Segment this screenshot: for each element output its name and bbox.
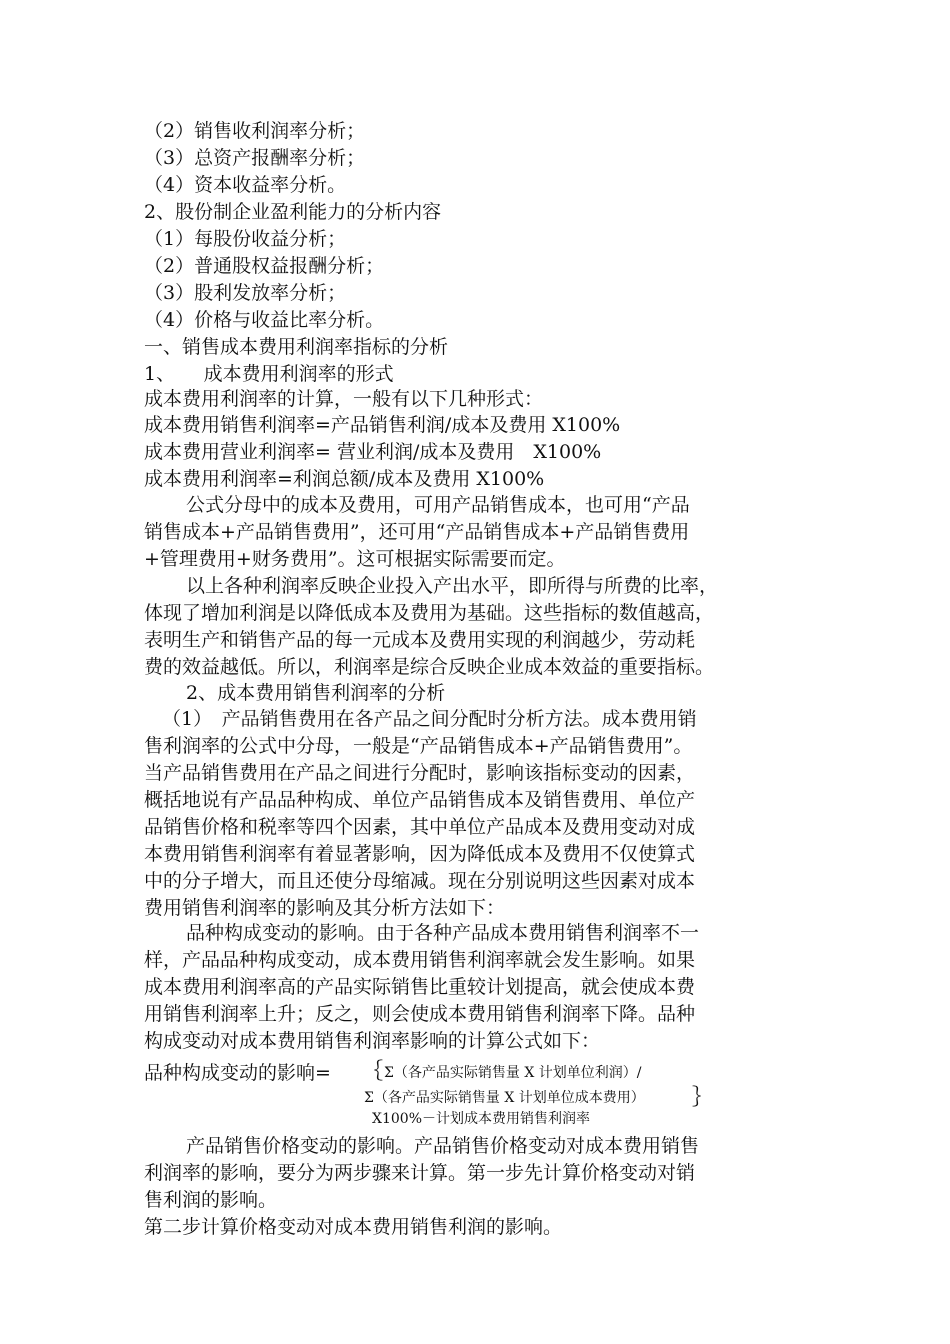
paragraph-line: 构成变动对成本费用销售利润率影响的计算公式如下： (144, 1030, 601, 1052)
paragraph-line: 表明生产和销售产品的每一元成本及费用实现的利润越少，劳动耗 (144, 629, 696, 651)
formula-brace-open: ｛ (362, 1059, 383, 1083)
list-item: （4）资本收益率分析。 (144, 174, 347, 196)
paragraph-line: 当产品销售费用在产品之间进行分配时，影响该指标变动的因素， (144, 762, 696, 784)
paragraph-line: 本费用销售利润率有着显著影响，因为降低成本及费用不仅使算式 (144, 843, 696, 865)
paragraph-line: 成本费用利润率高的产品实际销售比重较计划提高，就会使成本费 (144, 976, 696, 998)
formula-brace-close: ｝ (692, 1085, 713, 1109)
paragraph-line: 品销售价格和税率等四个因素，其中单位产品成本及费用变动对成 (144, 816, 696, 838)
paragraph-line: 体现了增加利润是以降低成本及费用为基础。这些指标的数值越高， (144, 602, 715, 624)
paragraph-line: 费用销售利润率的影响及其分析方法如下： (144, 897, 506, 919)
list-item: （3）股利发放率分析； (144, 282, 347, 304)
paragraph-line: 样，产品品种构成变动，成本费用销售利润率就会发生影响。如果 (144, 949, 696, 971)
paragraph-line: 品种构成变动的影响。由于各种产品成本费用销售利润率不一 (186, 922, 700, 944)
paragraph-line: 公式分母中的成本及费用，可用产品销售成本，也可用“产品 (186, 494, 690, 516)
paragraph-line: 概括地说有产品品种构成、单位产品销售成本及销售费用、单位产 (144, 789, 696, 811)
formula-tail: X100%－计划成本费用销售利润率 (372, 1111, 590, 1127)
list-item: （4）价格与收益比率分析。 (144, 309, 385, 331)
paragraph-line: 利润率的影响，要分为两步骤来计算。第一步先计算价格变动对销 (144, 1162, 696, 1184)
paragraph-line: 售利润的影响。 (144, 1189, 278, 1211)
formula-line: 成本费用利润率=利润总额/成本及费用 X100% (144, 468, 545, 490)
paragraph-line: 成本费用利润率的计算，一般有以下几种形式： (144, 388, 544, 410)
list-item: （3）总资产报酬率分析； (144, 147, 366, 169)
formula-line: 成本费用销售利润率=产品销售利润/成本及费用 X100% (144, 414, 621, 436)
paragraph-line: （1） 产品销售费用在各产品之间分配时分析方法。成本费用销 (162, 708, 697, 730)
section-heading: 2、股份制企业盈利能力的分析内容 (144, 201, 442, 223)
paragraph-line: 销售成本+产品销售费用”，还可用“产品销售成本+产品销售费用 (144, 521, 690, 543)
paragraph-line: 第二步计算价格变动对成本费用销售利润的影响。 (144, 1216, 563, 1238)
subsection-heading: 2、成本费用销售利润率的分析 (186, 682, 446, 704)
paragraph-line: +管理费用+财务费用”。这可根据实际需要而定。 (144, 548, 566, 570)
list-item: （1）每股份收益分析； (144, 228, 347, 250)
paragraph-line: 费的效益越低。所以，利润率是综合反映企业成本效益的重要指标。 (144, 656, 715, 678)
list-item: （2）销售收利润率分析； (144, 120, 366, 142)
paragraph-line: 用销售利润率上升；反之，则会使成本费用销售利润率下降。品种 (144, 1003, 696, 1025)
section-heading: 一、销售成本费用利润率指标的分析 (144, 336, 449, 358)
formula-numerator: Σ（各产品实际销售量 X 计划单位利润）/ (384, 1065, 642, 1081)
formula-lead: 品种构成变动的影响= (144, 1062, 331, 1084)
formula-denominator: Σ（各产品实际销售量 X 计划单位成本费用） (364, 1090, 645, 1106)
subsection-heading: 1、 成本费用利润率的形式 (144, 363, 394, 385)
paragraph-line: 售利润率的公式中分母，一般是“产品销售成本+产品销售费用”。 (144, 735, 693, 757)
paragraph-line: 产品销售价格变动的影响。产品销售价格变动对成本费用销售 (186, 1135, 700, 1157)
paragraph-line: 以上各种利润率反映企业投入产出水平，即所得与所费的比率， (186, 575, 719, 597)
formula-line: 成本费用营业利润率= 营业利润/成本及费用 X100% (144, 441, 602, 463)
paragraph-line: 中的分子增大，而且还使分母缩减。现在分别说明这些因素对成本 (144, 870, 696, 892)
list-item: （2）普通股权益报酬分析； (144, 255, 385, 277)
